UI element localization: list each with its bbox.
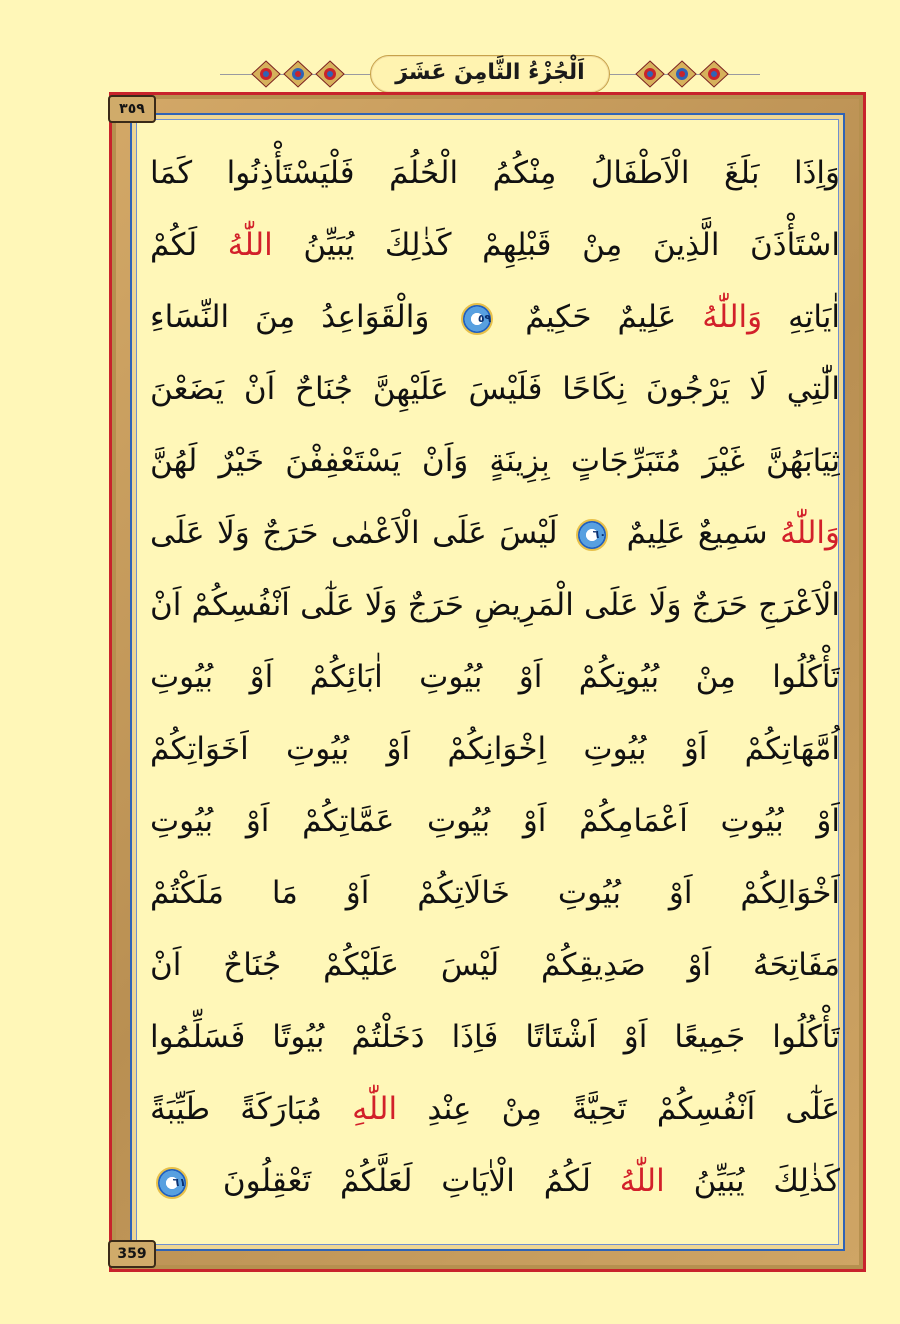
verse-text: الّٰتِي لَا يَرْجُونَ نِكَاحًا فَلَيْسَ عَلَيْهِنَّ جُنَاحٌ اَنْ يَضَعْنَ <box>150 371 840 407</box>
text-line <box>150 786 840 856</box>
verse-text: اَخْوَالِكُمْ اَوْ بُيُوتِ خَالَاتِكُمْ اَوْ مَا مَلَكْتُمْ <box>150 875 840 911</box>
divine-name: اللّٰهِ <box>352 1091 398 1127</box>
verse-text: لَيْسَ عَلَى الْاَعْمٰى حَرَجٌ وَلَا عَلَى <box>150 515 571 551</box>
ornament-right <box>634 59 730 89</box>
verse-text: كَذٰلِكَ يُبَيِّنُ <box>664 1163 840 1199</box>
verse-text: تَأْكُلُوا جَمِيعًا اَوْ اَشْتَاتًا فَاِذَا دَخَلْتُمْ بُيُوتًا فَسَلِّمُوا <box>150 1019 840 1055</box>
verse-text: اٰيَاتِهِ <box>762 299 840 335</box>
ayah-number-marker: ٥٩ <box>461 303 493 335</box>
verse-text: عَلِيمٌ حَكِيمٌ <box>499 299 703 335</box>
ornament-floral-icon <box>282 59 314 89</box>
text-line <box>150 570 840 640</box>
verse-text: وَالْقَوَاعِدُ مِنَ النِّسَاءِ <box>150 299 456 335</box>
text-line <box>150 282 840 352</box>
verse-text: عَلٰٓى اَنْفُسِكُمْ تَحِيَّةً مِنْ عِنْدِ <box>397 1091 840 1127</box>
text-line <box>150 642 840 712</box>
text-line <box>150 138 840 208</box>
verse-text: اَوْ بُيُوتِ اَعْمَامِكُمْ اَوْ بُيُوتِ عَمَّاتِكُمْ اَوْ بُيُوتِ <box>150 803 840 839</box>
verse-text: تَأْكُلُوا مِنْ بُيُوتِكُمْ اَوْ بُيُوتِ اٰبَائِكُمْ اَوْ بُيُوتِ <box>150 659 840 695</box>
ornament-floral-icon <box>314 59 346 89</box>
verse-text: مُبَارَكَةً طَيِّبَةً <box>150 1091 353 1127</box>
text-line <box>150 714 840 784</box>
verse-text: لَكُمْ <box>150 227 198 263</box>
juz-header <box>220 55 760 95</box>
page-number-bottom: 359 <box>108 1240 156 1268</box>
page-number-top: ٣٥٩ <box>108 95 156 123</box>
verse-text: وَاِذَا بَلَغَ الْاَطْفَالُ مِنْكُمُ الْحُلُمَ فَلْيَسْتَأْذِنُوا كَمَا <box>150 155 840 191</box>
text-line <box>150 210 840 280</box>
ayah-number-marker: ٦١ <box>156 1167 188 1199</box>
verse-text: لَكُمُ الْاٰيَاتِ لَعَلَّكُمْ تَعْقِلُونَ <box>194 1163 620 1199</box>
text-line <box>150 1146 840 1216</box>
text-line <box>150 1002 840 1072</box>
divine-name: اللّٰهُ <box>619 1163 665 1199</box>
divine-name: اللّٰهُ <box>197 227 304 263</box>
text-line <box>150 1074 840 1144</box>
text-line <box>150 930 840 1000</box>
ayah-number-marker: ٦٠ <box>576 519 608 551</box>
divine-name: وَاللّٰهُ <box>780 515 840 551</box>
text-line <box>150 858 840 928</box>
verse-text: اسْتَأْذَنَ الَّذِينَ مِنْ قَبْلِهِمْ كَذٰلِكَ يُبَيِّنُ <box>303 227 840 263</box>
quran-text <box>150 138 840 1238</box>
ornament-left <box>250 59 346 89</box>
ornament-floral-icon <box>666 59 698 89</box>
verse-text: الْاَعْرَجِ حَرَجٌ وَلَا عَلَى الْمَرِيضِ حَرَجٌ وَلَا عَلٰٓى اَنْفُسِكُمْ اَنْ <box>150 587 840 623</box>
text-line <box>150 354 840 424</box>
ornament-floral-icon <box>250 59 282 89</box>
juz-title: اَلْجُزْءُ الثَّامِنَ عَشَرَ <box>395 60 585 85</box>
divine-name: وَاللّٰهُ <box>702 299 763 335</box>
verse-text: مَفَاتِحَهُ اَوْ صَدِيقِكُمْ لَيْسَ عَلَيْكُمْ جُنَاحٌ اَنْ <box>150 947 840 983</box>
verse-text: سَمِيعٌ عَلِيمٌ <box>614 515 781 551</box>
verse-text: ثِيَابَهُنَّ غَيْرَ مُتَبَرِّجَاتٍ بِزِينَةٍ وَاَنْ يَسْتَعْفِفْنَ خَيْرٌ لَهُنَّ <box>150 443 840 479</box>
ornament-floral-icon <box>698 59 730 89</box>
ornament-floral-icon <box>634 59 666 89</box>
verse-text: اُمَّهَاتِكُمْ اَوْ بُيُوتِ اِخْوَانِكُمْ اَوْ بُيُوتِ اَخَوَاتِكُمْ <box>150 731 840 767</box>
text-line <box>150 498 840 568</box>
text-line <box>150 426 840 496</box>
